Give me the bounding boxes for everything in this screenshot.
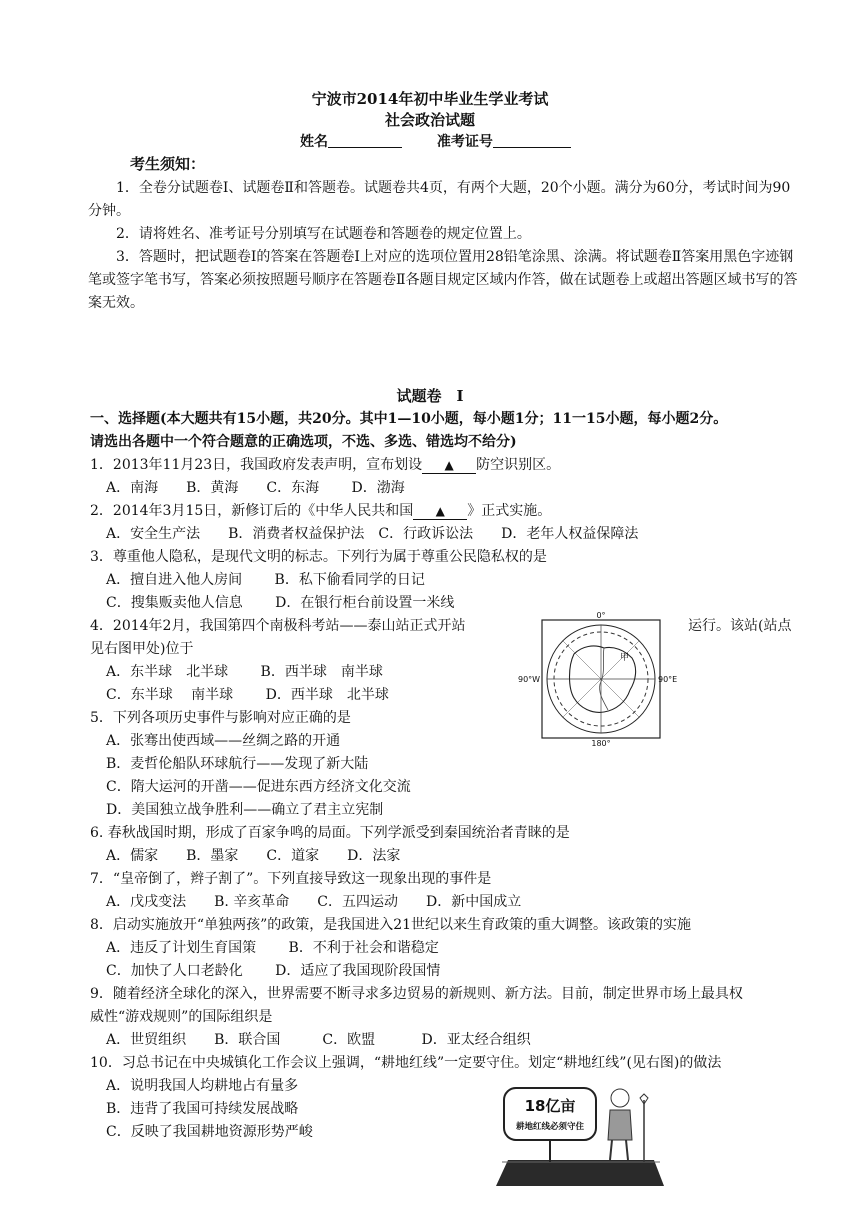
name-label: 姓名 [300,134,328,150]
question-10-option-b: B．违背了我国可持续发展战略 [106,1101,299,1117]
question-7-stem: 7．“皇帝倒了，辫子割了”。下列直接导致这一现象出现的事件是 [90,871,492,887]
question-3-stem: 3．尊重他人隐私，是现代文明的标志。下列行为属于尊重公民隐私权的是 [90,549,547,565]
question-5-option-a: A．张骞出使西域——丝绸之路的开通 [106,733,341,749]
antarctica-map [512,610,688,748]
map-label-top: 0° [596,611,606,620]
question-1-stem [90,455,560,475]
cartoon-illustration [494,1080,666,1190]
question-3-options-2: C．搜集贩卖他人信息 D．在银行柜台前设置一米线 [106,595,455,611]
notice-item-2: 2．请将姓名、准考证号分别填写在试题卷和答题卷的规定位置上。 [116,226,531,242]
map-label-right: 90°E [658,675,678,684]
name-field-row [300,132,571,152]
question-2-options: A．安全生产法 B．消费者权益保护法 C．行政诉讼法 D．老年人权益保障法 [106,526,639,542]
question-8-stem: 8．启动实施放开“单独两孩”的政策，是我国进入21世纪以来生育政策的重大调整。该政策的实施 [90,917,692,933]
notice-item-3: 3．答题时，把试题卷Ⅰ的答案在答题卷Ⅰ上对应的选项位置用28铅笔涂黑、涂满。将试题卷Ⅱ答案用黑色字迹钢笔或签字笔书写，答案必须按照题号顺序在答题卷Ⅱ各题目规定区域内作答，做在试题卷上或超出答题区域书写的答案无效。 [88,249,798,311]
question-5-option-b: B．麦哲伦船队环球航行——发现了新大陆 [106,756,369,772]
exam-subtitle: 社会政治试题 [384,111,475,129]
notice-heading: 考生须知： [130,155,206,173]
question-2-stem [90,501,551,521]
question-10-stem: 10．习总书记在中央城镇化工作会议上强调，“耕地红线”一定要守住。划定“耕地红线”(见右图)的做法 [90,1055,722,1071]
question-5-option-c: C．隋大运河的开凿——促进东西方经济文化交流 [106,779,411,795]
farmland-redline-cartoon [494,1080,666,1190]
section-instruction-2: 请选出各题中一个符合题意的正确选项，不选、多选、错选均不给分) [90,434,517,450]
cartoon-sign-number: 18亿亩 [524,1097,576,1115]
question-1-options: A．南海 B．黄海 C．东海 D．渤海 [106,480,405,496]
question-6-stem: 6. 春秋战国时期，形成了百家争鸣的局面。下列学派受到秦国统治者青睐的是 [90,825,570,841]
map-label-bottom: 180° [591,739,611,748]
q1-text-b: 防空识别区。 [476,457,561,473]
map-label-left: 90°W [518,675,541,684]
q1-blank: ▲ [422,457,476,474]
question-4-options-1: A．东半球 北半球 B．西半球 南半球 [106,664,383,680]
section-instruction-1: 一、选择题(本大题共有15小题，共20分。其中1—10小题，每小题1分；11一15小题，每小题2分。 [90,411,728,427]
name-blank[interactable] [328,133,402,148]
question-4-options-2: C．东半球 南半球 D．西半球 北半球 [106,687,389,703]
question-10-option-c: C．反映了我国耕地资源形势严峻 [106,1124,313,1140]
exam-title: 宁波市2014年初中毕业生学业考试 [311,90,549,108]
question-9-stem-2: 威性“游戏规则”的国际组织是 [90,1009,273,1025]
question-8-options-2: C．加快了人口老龄化 D．适应了我国现阶段国情 [106,963,441,979]
cartoon-sign-text: 耕地红线必须守住 [515,1122,585,1132]
q1-text-a: 1．2013年11月23日，我国政府发表声明，宣布划设 [90,457,423,473]
question-6-options: A．儒家 B．墨家 C．道家 D．法家 [106,848,401,864]
id-label: 准考证号 [436,134,493,150]
question-4-stem-c: 见右图甲处)位于 [90,641,194,657]
question-5-stem: 5．下列各项历史事件与影响对应正确的是 [90,710,351,726]
q2-blank: ▲ [413,503,467,520]
question-4-stem-b: 运行。该站(站点 [688,618,792,634]
notice-item-1: 1．全卷分试题卷Ⅰ、试题卷Ⅱ和答题卷。试题卷共4页，有两个大题，20个小题。满分为60分，考试时间为90分钟。 [88,180,791,219]
question-4-stem-a: 4．2014年2月，我国第四个南极科考站——泰山站正式开站 [90,618,466,634]
question-5-option-d: D．美国独立战争胜利——确立了君主立宪制 [106,802,384,818]
section-title: 试题卷 Ⅰ [396,387,464,405]
q2-text-a: 2．2014年3月15日，新修订后的《中华人民共和国 [90,503,414,519]
question-3-options-1: A．擅自进入他人房间 B．私下偷看同学的日记 [106,572,425,588]
q2-text-b: 》正式实施。 [467,503,552,519]
question-7-options: A．戊戌变法 B. 辛亥革命 C．五四运动 D．新中国成立 [106,894,522,910]
antarctica-map-figure [512,610,688,748]
question-9-options: A．世贸组织 B．联合国 C．欧盟 D．亚太经合组织 [106,1032,531,1048]
question-8-options-1: A．违反了计划生育国策 B．不利于社会和谐稳定 [106,940,439,956]
question-10-option-a: A．说明我国人均耕地占有量多 [106,1078,299,1094]
id-blank[interactable] [493,133,571,148]
question-9-stem-1: 9．随着经济全球化的深入，世界需要不断寻求多边贸易的新规则、新方法。目前，制定世界市场上最具权 [90,986,743,1002]
map-marker-jia: 甲 [620,653,630,663]
